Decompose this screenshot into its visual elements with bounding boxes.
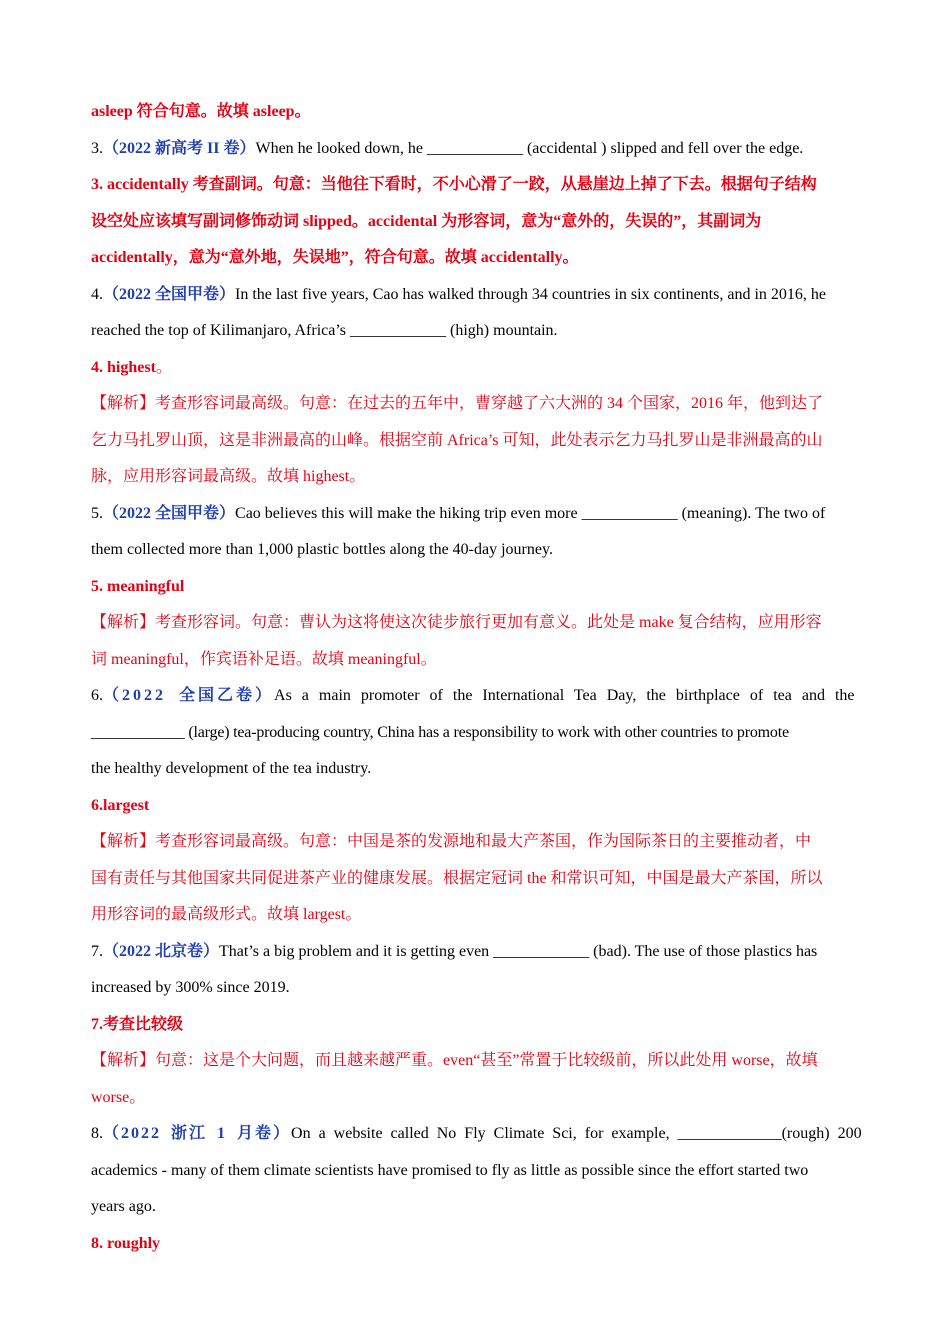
q6-number: 6. <box>91 687 103 704</box>
analysis-label: 【解析】 <box>91 614 156 631</box>
q5-source: （2022 全国甲卷） <box>103 504 236 522</box>
q2-answer-end: 。 <box>294 103 311 120</box>
analysis-label: 【解析】 <box>91 833 156 850</box>
question-7 <box>91 934 859 1007</box>
q6-analysis-line-1 <box>91 824 859 861</box>
q8-number: 8. <box>91 1125 103 1142</box>
q3-answer-line: 设空处应该填写副词修饰动词 slipped。accidental 为形容词，意为“意外的，失误的”，其副词为 <box>91 212 762 230</box>
q5-text-2: them collected more than 1,000 plastic bottles along the 40-day journey. <box>91 541 553 558</box>
q5-analysis <box>91 605 859 678</box>
document-page <box>91 94 862 1262</box>
q4-analysis-line-2: 乞力马扎罗山顶，这是非洲最高的山峰。根据空前 Africa’s 可知，此处表示乞力马扎罗山是非洲最高的山 <box>91 431 823 449</box>
q7-source: （2022 北京卷） <box>103 942 220 960</box>
q4-answer <box>91 350 859 387</box>
q4-answer-text: 4. highest <box>91 358 156 376</box>
q2-answer-word: asleep <box>91 103 133 120</box>
q6-analysis <box>91 824 859 934</box>
q4-analysis-text-1: 考查形容词最高级。句意：在过去的五年中，曹穿越了六大洲的 34 个国家，2016 年，他到达了 <box>155 395 824 412</box>
q2-answer-word-repeat: asleep <box>252 103 295 120</box>
q5-answer: 5. meaningful <box>91 577 185 595</box>
q7-analysis-line-1 <box>91 1043 859 1080</box>
q4-text-1: In the last five years, Cao has walked through 34 countries in six continents, and in 2016, he <box>235 285 826 303</box>
question-3 <box>91 131 859 168</box>
q3-answer <box>91 167 859 277</box>
q3-text: When he looked down, he ____________ (accidental ) slipped and fell over the edge. <box>255 139 804 157</box>
q3-answer-line: 3. accidentally 考查副词。句意：当他往下看时，不小心滑了一跤，从悬崖边上掉了下去。根据句子结构 <box>91 176 817 193</box>
q7-line-1 <box>91 934 859 971</box>
q7-analysis <box>91 1043 859 1116</box>
q6-text-3: the healthy development of the tea industry. <box>91 760 372 777</box>
q4-number: 4. <box>91 285 103 303</box>
question-4 <box>91 277 859 350</box>
q5-number: 5. <box>91 504 103 522</box>
q3-answer-line: accidentally，意为“意外地，失误地”，符合句意。故填 accidentally。 <box>91 249 579 266</box>
q7-text-1: That’s a big problem and it is getting even ____________ (bad). The use of those plastics has <box>219 942 818 960</box>
q6-analysis-line-2: 国有责任与其他国家共同促进茶产业的健康发展。根据定冠词 the 和常识可知，中国是最大产茶国，所以 <box>91 869 823 887</box>
q7-analysis-line-2: worse。 <box>91 1088 146 1106</box>
q6-analysis-line-3: 用形容词的最高级形式。故填 largest。 <box>91 906 362 923</box>
q2-answer-mid: 符合句意。故填 <box>132 103 253 120</box>
analysis-label: 【解析】 <box>91 1052 156 1069</box>
q2-answer-tail <box>91 94 859 131</box>
q6-text-2: ____________ (large) tea-producing country, China has a responsibility to work with other countries to promote <box>91 723 789 741</box>
q4-answer-mark: 。 <box>155 358 172 376</box>
q6-text-1: As a main promoter of the International Tea Day, the birthplace of tea and the <box>274 687 855 704</box>
q7-answer: 7.考查比较级 <box>91 1015 184 1033</box>
q5-analysis-text-1: 考查形容词。句意：曹认为这将使这次徒步旅行更加有意义。此处是 make 复合结构，应用形容 <box>155 614 822 631</box>
analysis-label: 【解析】 <box>91 395 156 412</box>
q7-number: 7. <box>91 942 103 960</box>
q3-number: 3. <box>91 139 103 157</box>
q5-text-1: Cao believes this will make the hiking trip even more ____________ (meaning). The two of <box>235 504 826 522</box>
q4-line-1 <box>91 277 859 314</box>
question-8 <box>91 1116 862 1226</box>
q8-line-1 <box>91 1116 862 1153</box>
q6-answer: 6.largest <box>91 796 150 814</box>
q8-source: （2022 浙江 1 月卷） <box>103 1125 292 1142</box>
q6-source: （2022 全国乙卷） <box>103 687 275 704</box>
q5-analysis-line-2: 词 meaningful，作宾语补足语。故填 meaningful。 <box>91 650 437 668</box>
q4-source: （2022 全国甲卷） <box>103 285 236 303</box>
q6-analysis-text-1: 考查形容词最高级。句意：中国是茶的发源地和最大产茶国，作为国际茶日的主要推动者，中 <box>155 833 812 850</box>
q5-line-1 <box>91 496 859 533</box>
q7-analysis-text-1: 句意：这是个大问题，而且越来越严重。even“甚至”常置于比较级前，所以此处用 worse，故填 <box>155 1052 818 1069</box>
q8-text-2: academics - many of them climate scientists have promised to fly as little as possible since the effort started two <box>91 1161 809 1179</box>
q4-text-2: reached the top of Kilimanjaro, Africa’s ____________ (high) mountain. <box>91 322 558 339</box>
q7-text-2: increased by 300% since 2019. <box>91 979 290 996</box>
q3-source: （2022 新高考 II 卷） <box>103 139 256 157</box>
q8-answer: 8. roughly <box>91 1234 161 1252</box>
question-5 <box>91 496 859 569</box>
q4-analysis <box>91 386 859 496</box>
q5-analysis-line-1 <box>91 605 859 642</box>
question-6 <box>91 678 859 788</box>
q8-text-3: years ago. <box>91 1198 156 1215</box>
q4-analysis-line-1 <box>91 386 859 423</box>
q6-line-1 <box>91 678 859 715</box>
q4-analysis-line-3: 脉，应用形容词最高级。故填 highest。 <box>91 468 366 485</box>
q8-text-1: On a website called No Fly Climate Sci, for example, _____________(rough) 200 <box>291 1125 862 1142</box>
